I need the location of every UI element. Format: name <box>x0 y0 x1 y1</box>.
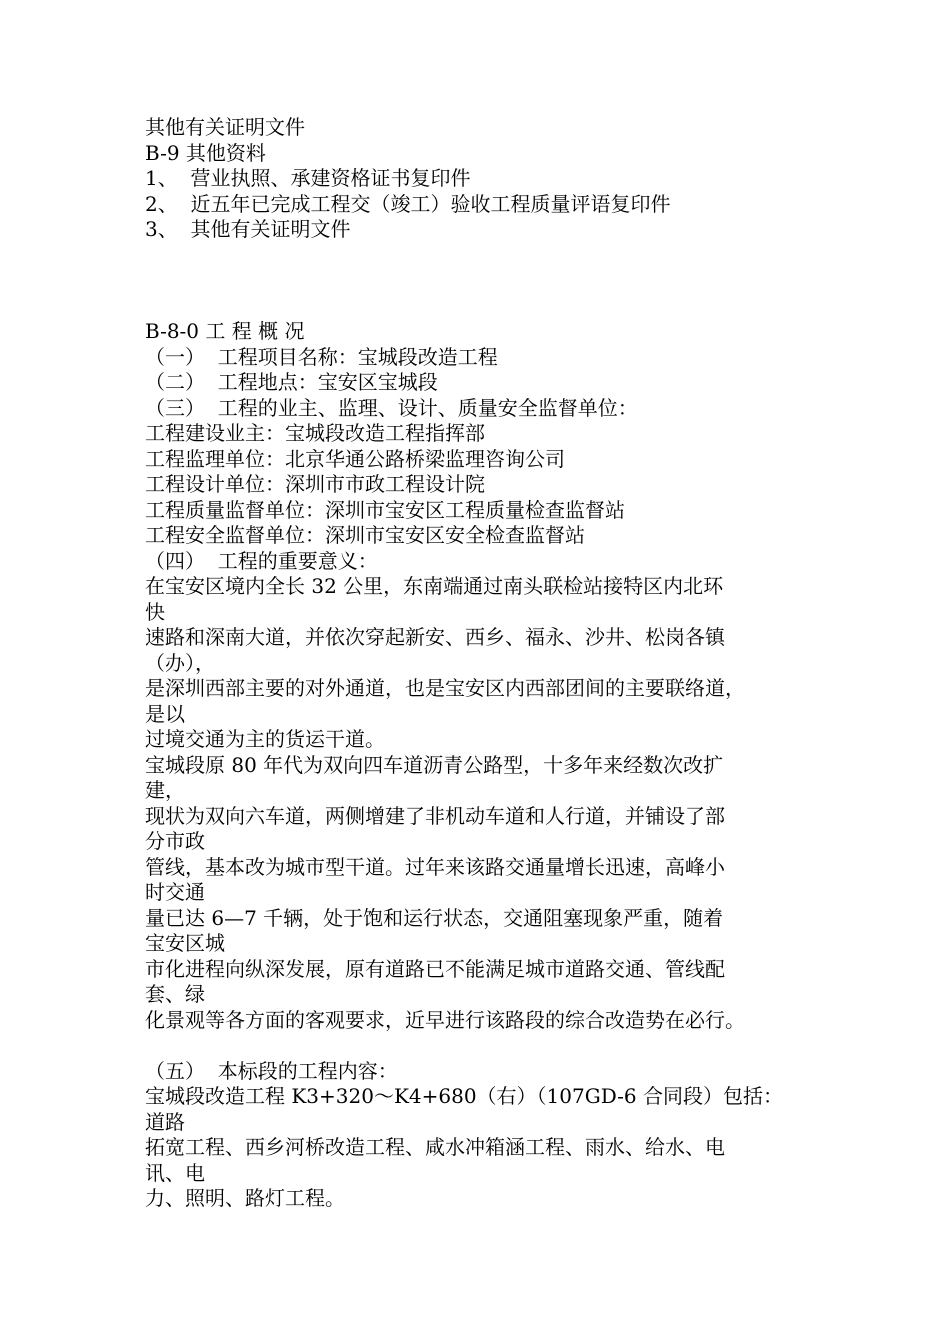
project-supervisor: 工程监理单位：北京华通公路桥梁监理咨询公司 <box>145 446 565 471</box>
project-owner: 工程建设业主：宝城段改造工程指挥部 <box>145 421 485 445</box>
quality-supervisor: 工程质量监督单位：深圳市宝安区工程质量检查监督站 <box>145 497 625 522</box>
paragraph-line: 宝安区城 <box>145 931 225 955</box>
paragraph-line: 过境交通为主的货运干道。 <box>145 727 385 751</box>
text-line: 其他有关证明文件 <box>145 115 305 139</box>
project-designer: 工程设计单位：深圳市市政工程设计院 <box>145 472 485 496</box>
paragraph-line: 是深圳西部主要的对外通道，也是宝安区内西部团间的主要联络道， <box>145 676 745 700</box>
paragraph-line: 套、绿 <box>145 982 205 1006</box>
section-b80 <box>145 319 815 1212</box>
paragraph-line: 讯、电 <box>145 1160 205 1185</box>
paragraph-line: 现状为双向六车道，两侧增建了非机动车道和人行道，并铺设了部 <box>145 803 725 828</box>
paragraph-line: 管线，基本改为城市型干道。过年来该路交通量增长迅速，高峰小 <box>145 854 725 879</box>
paragraph-line: 快 <box>145 599 165 624</box>
paragraph-line: 宝城段原 80 年代为双向四车道沥青公路型，十多年来经数次改扩 <box>145 752 724 777</box>
paragraph-line: 拓宽工程、西乡河桥改造工程、咸水冲箱涵工程、雨水、给水、电 <box>145 1135 725 1159</box>
paragraph-line: 道路 <box>145 1109 185 1134</box>
significance-heading: （四） 工程的重要意义： <box>145 548 378 573</box>
paragraph-line: 化景观等各方面的客观要求，近早进行该路段的综合改造势在必行。 <box>145 1007 745 1032</box>
safety-supervisor: 工程安全监督单位：深圳市宝安区安全检查监督站 <box>145 523 585 547</box>
parties-heading: （三） 工程的业主、监理、设计、质量安全监督单位： <box>145 395 638 420</box>
list-item: 2、 近五年已完成工程交（竣工）验收工程质量评语复印件 <box>145 191 671 216</box>
list-item: 1、 营业执照、承建资格证书复印件 <box>145 166 471 190</box>
project-location: （二） 工程地点：宝安区宝城段 <box>145 370 438 394</box>
list-item: 3、 其他有关证明文件 <box>145 217 351 241</box>
paragraph-line: 量已达 6—7 千辆，处于饱和运行状态，交通阻塞现象严重，随着 <box>145 905 724 930</box>
paragraph-line: 力、照明、路灯工程。 <box>145 1186 345 1210</box>
paragraph-line: （办）， <box>145 650 215 675</box>
paragraph-line: 在宝安区境内全长 32 公里，东南端通过南头联检站接特区内北环 <box>145 574 724 598</box>
paragraph-line: 是以 <box>145 701 185 726</box>
project-name: （一） 工程项目名称：宝城段改造工程 <box>145 344 498 369</box>
paragraph-line: 分市政 <box>145 829 205 853</box>
paragraph-line: 市化进程向纵深发展，原有道路已不能满足城市道路交通、管线配 <box>145 956 725 981</box>
scope-heading: （五） 本标段的工程内容： <box>145 1058 398 1083</box>
paragraph-gap <box>145 1033 815 1059</box>
section-heading-b9: B-9 其他资料 <box>145 140 266 165</box>
paragraph-line: 速路和深南大道，并依次穿起新安、西乡、福永、沙井、松岗各镇 <box>145 625 725 649</box>
paragraph-line: 建， <box>145 778 185 802</box>
section-heading-b80: B-8-0 工 程 概 况 <box>145 319 305 343</box>
paragraph-line: 宝城段改造工程 K3+320～K4+680（右）（107GD-6 合同段）包括： <box>145 1084 783 1108</box>
section-b9 <box>145 115 815 243</box>
paragraph-line: 时交通 <box>145 880 205 904</box>
